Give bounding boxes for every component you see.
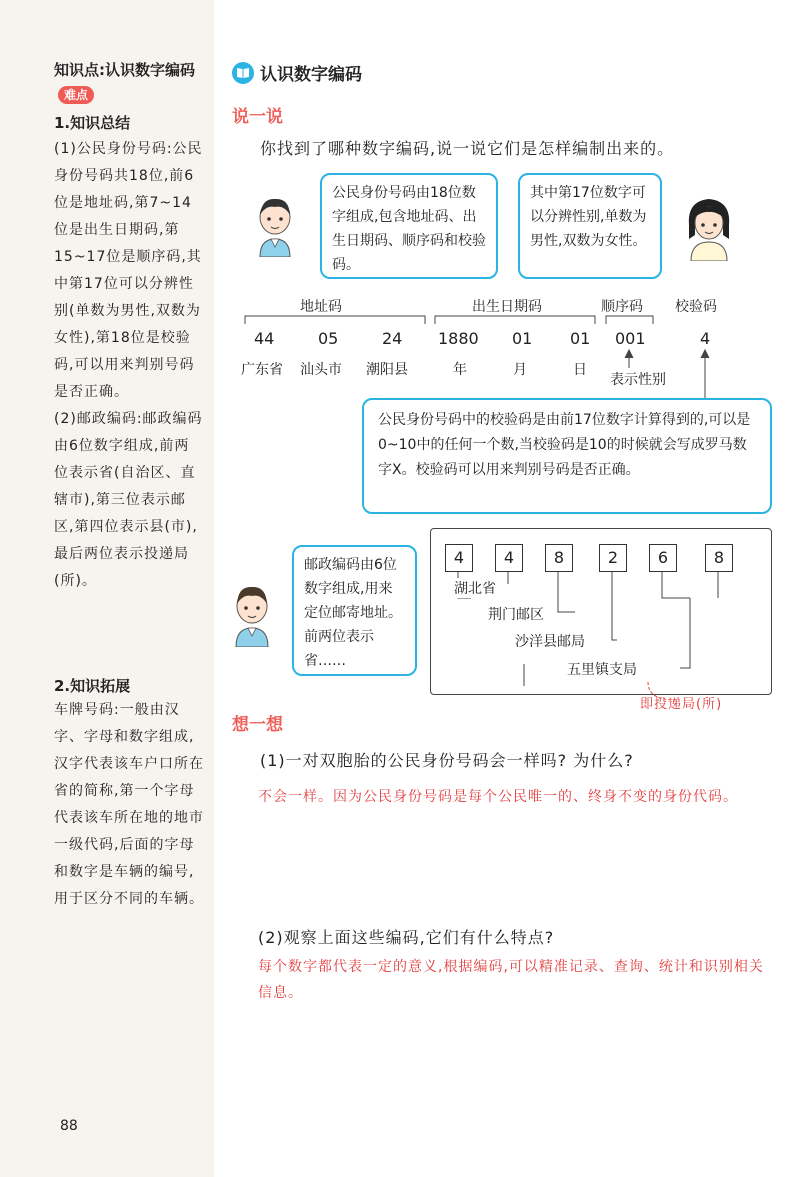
think-heading: 想一想: [232, 715, 283, 735]
id-meaning: 年: [453, 362, 467, 378]
zip-digit: 4: [495, 544, 523, 572]
difficulty-badge: 难点: [58, 86, 94, 104]
page-number: 88: [60, 1118, 78, 1134]
zip-digit: 8: [705, 544, 733, 572]
county-label: 沙洋县邮局: [515, 631, 585, 651]
id-digits: 24: [382, 329, 403, 348]
id-meaning: 日: [573, 362, 587, 378]
id-number-summary: (1)公民身份号码:公民身份号码共18位,前6位是地址码,第7~14位是出生日期码,第15~17位是顺序码,其中第17位可以分辨性别(单数为男性,双数为女性),第18位是校验码,可以用来判别号码是否正确。: [54, 141, 203, 400]
id-meaning: 月: [513, 362, 527, 378]
zip-digit: 2: [599, 544, 627, 572]
zip-explain-bubble: 邮政编码由6位数字组成,用来定位邮寄地址。前两位表示省……: [292, 545, 417, 676]
gender-explain-bubble: 其中第17位数字可以分辨性别,单数为男性,双数为女性。: [518, 173, 662, 279]
answer-2: 每个数字都代表一定的意义,根据编码,可以精准记录、查询、统计和识别相关信息。: [258, 959, 764, 1001]
gender-label: 表示性别: [610, 372, 666, 388]
district-label: 荆门邮区: [488, 604, 544, 624]
id-digits: 01: [512, 329, 533, 348]
order-code-label: 顺序码: [601, 299, 643, 315]
id-digits: 4: [700, 329, 711, 348]
id-digits: 01: [570, 329, 591, 348]
id-digits: 1880: [438, 329, 479, 348]
id-meaning: 汕头市: [300, 362, 342, 378]
id-explain-bubble: 公民身份号码由18位数字组成,包含地址码、出生日期码、顺序码和校验码。: [320, 173, 498, 279]
check-code-note: 公民身份号码中的校验码是由前17位数字计算得到的,可以是0~10中的任何一个数,当校验码是10的时候就会写成罗马数字X。校验码可以用来判别号码是否正确。: [362, 398, 772, 514]
question-2: (2)观察上面这些编码,它们有什么特点?: [258, 928, 555, 947]
id-digits: 44: [254, 329, 275, 348]
plate-number-text: 车牌号码:一般由汉字、字母和数字组成,汉字代表该车户口所在省的简称,第一个字母代表该车所在地的地市一级代码,后面的字母和数字是车辆的编号,用于区分不同的车辆。: [54, 702, 204, 907]
extension-text: [54, 697, 204, 913]
birth-code-label: 出生日期码: [472, 299, 542, 315]
id-meaning: 广东省: [241, 362, 283, 378]
id-digits: 05: [318, 329, 339, 348]
summary-heading: 1.知识总结: [54, 114, 131, 132]
say-prompt: 你找到了哪种数字编码,说一说它们是怎样编制出来的。: [260, 139, 675, 158]
id-meaning: 潮阳县: [366, 362, 408, 378]
delivery-office-note: 即投递局(所): [640, 697, 723, 712]
postal-code-summary: (2)邮政编码:邮政编码由6位数字组成,前两位表示省(自治区、直辖市),第三位表示邮区,第四位表示县(市),最后两位表示投递局(所)。: [54, 411, 203, 589]
extension-heading: 2.知识拓展: [54, 677, 131, 695]
id-digits: 001: [615, 329, 646, 348]
zip-digit: 4: [445, 544, 473, 572]
sidebar-title: 知识点:认识数字编码难点: [54, 61, 195, 102]
zip-digit: 8: [545, 544, 573, 572]
answer-1: 不会一样。因为公民身份号码是每个公民唯一的、终身不变的身份代码。: [258, 789, 738, 805]
say-heading: 说一说: [232, 107, 283, 127]
address-code-label: 地址码: [300, 299, 342, 315]
province-label: 湖北省: [454, 578, 496, 598]
check-code-label: 校验码: [675, 299, 717, 315]
section-title: 认识数字编码: [232, 60, 362, 85]
question-1: (1)一对双胞胎的公民身份号码会一样吗? 为什么?: [260, 751, 634, 770]
office-label: 五里镇支局: [567, 659, 637, 679]
zip-digit: 6: [649, 544, 677, 572]
